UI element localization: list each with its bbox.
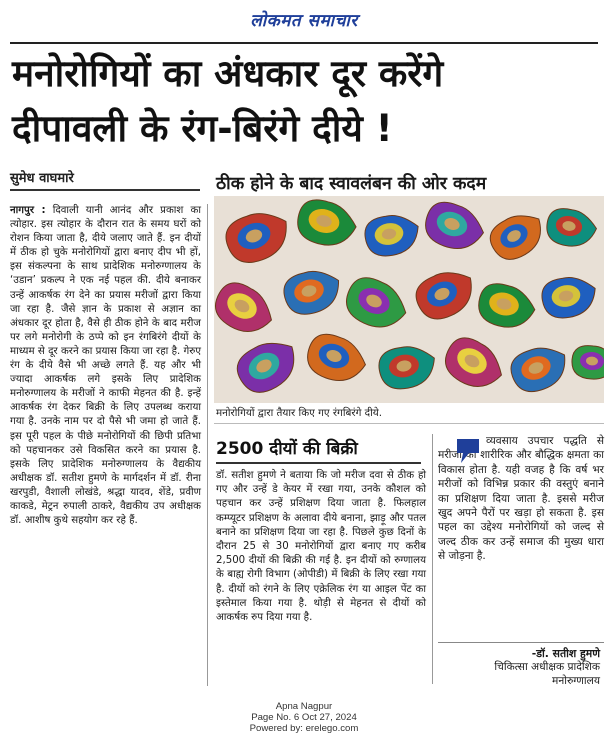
attribution-title-line-2: मनोरुग्णालय [552, 675, 600, 687]
photo-caption: मनोरोगियों द्वारा तैयार किए गए रंगबिरंगे दीये. [216, 407, 383, 419]
headline-line-1: मनोरोगियों का अंधकार दूर करेंगे [12, 52, 444, 95]
quote-mark-icon [455, 437, 481, 465]
headline-line-2: दीपावली के रंग-बिरंगे दीये ! [12, 107, 393, 150]
left-column-article-text [10, 204, 201, 528]
section-heading: 2500 दीयों की बिक्री [216, 439, 358, 459]
middle-column-text: डॉ. सतीश हुमणे ने बताया कि जो मरीज दवा से ठीक हो गए और उन्हें डे केयर में रखा गया, उनके कौशल को पहचान कर उन्हें प्रशिक्षण दिया जाता है. फिलहाल कम्प्यूटर प्रशिक्षण के अलावा दीये बनाना, झाड़ू और पतल बनाने का प्रशिक्षण दिया जा रहा है. पिछले कुछ दिनों के दौरान 25 से 30 मनोरोगियों द्वारा बनाए गए करीब 2,500 दीयों की बिक्री की गई है. इन दीयों को रुग्णालय के बाह्य रोगी विभाग (ओपीडी) में बिक्री के लिए रखा गया है. दीयों को रंगने के लिए एक्रेलिक रंग या आइल पेंट का इस्तेमाल किया गया है. थोड़ी से मेहनत से दीयों को आकर्षक रुप दिया गया है. [216, 470, 426, 624]
quote-attribution-title [438, 660, 600, 688]
subheadline: ठीक होने के बाद स्वावलंबन की ओर कदम [216, 174, 487, 194]
caption-rule [214, 423, 604, 424]
headline [12, 46, 602, 156]
byline: सुमेध वाघमारे [10, 171, 74, 186]
section-heading-rule [216, 462, 421, 464]
footer-edition: Apna Nagpur [275, 701, 333, 712]
footer-page-date: Page No. 6 Oct 27, 2024 [251, 712, 357, 724]
left-column-body: दिवाली यानी आनंद और प्रकाश का त्योहार. इस त्योहार के दौरान रात के समय घरों को रोशन किया जाता है, दीये जलाए जाते हैं. इन दीयों में ठीक हो चुके मनोरोगियों द्वारा बनाए दीप भी हों, इस संकल्पना के साथ प्रादेशिक मनोरुग्णालय के ‘उडान’ प्रकल्प ने एक नई पहल की. दीये बनाकर उन्हें आकर्षक रंग देने का प्रयास मरीजों द्वारा किया जा रहा है. जैसे ज्ञान के प्रकाश से अज्ञान का अंधकार दूर होता है, वैसे ही ठीक होने के बाद मरीज पर लगे मनोरोगी के ठप्पे को इन रंगबिरंगे दीयों के माध्यम से दूर करने का प्रयास किया जा रहा है. गेरुए रंग के दीये वैसे भी अच्छे लगते हैं. यह और भी ज्यादा आकर्षक लगे इसके लिए प्रादेशिक मनोरुग्णालय के मरीजों ने काफी मेहनत की है. इन्हें आकर्षक रंग देकर बिक्री के लिए उपलब्ध कराया गया है. उनके नाम पर दो पैसे भी जमा हो जाते हैं. इस पूरी पहल के पीछे मनोरोगियों की छिपी प्रतिभा को पहचानकर उसे विकसित करने का प्रयास है. इसके लिए प्रादेशिक मनोरुग्णालय के वैद्यकीय अधीक्षक डॉ. सतीश हुमणे के मार्गदर्शन में डॉ. रीना खरपुडी, वैशाली लोखंडे, श्रद्धा यादव, शेंडे, प्रवीण काकडे, मेट्रन रुपाली ठाकरे, वैद्यकीय उप अधीक्षक डॉ. आशीष कुथे सहयोग कर रहे हैं. [10, 205, 201, 527]
page-footer [0, 701, 608, 735]
quote-attribution-name: -डॉ. सतीश हुमणे [531, 647, 600, 660]
attribution-title-line-1: चिकित्सा अधीक्षक प्रादेशिक [494, 661, 600, 673]
column-divider [207, 204, 208, 686]
footer-powered-by: Powered by: erelego.com [249, 723, 359, 735]
diyas-photo [214, 196, 604, 403]
diyas-illustration [214, 196, 604, 403]
quote-text: व्यवसाय उपचार पद्धति से मरीजों की शारीरिक और बौद्धिक क्षमता का विकास होता है. यही वजह है कि वर्ष भर मरीजों को विभिन्न प्रकार की वस्तुएं बनाने का प्रशिक्षण दिया जाता है. इससे मरीज खुद अपने पैरों पर खड़ा हो सकता है. इस पहल का उद्देश्य मनोरोगियों को जल्द से जल्द ठीक कर उन्हें समाज की मुख्य धारा से जोड़ना है. [438, 435, 604, 563]
attribution-rule [438, 642, 604, 643]
dateline: नागपुर : [10, 205, 46, 216]
byline-rule [10, 189, 200, 191]
masthead: लोकमत समाचार [250, 11, 358, 31]
masthead-rule [10, 42, 598, 44]
column-divider-2 [432, 434, 433, 684]
